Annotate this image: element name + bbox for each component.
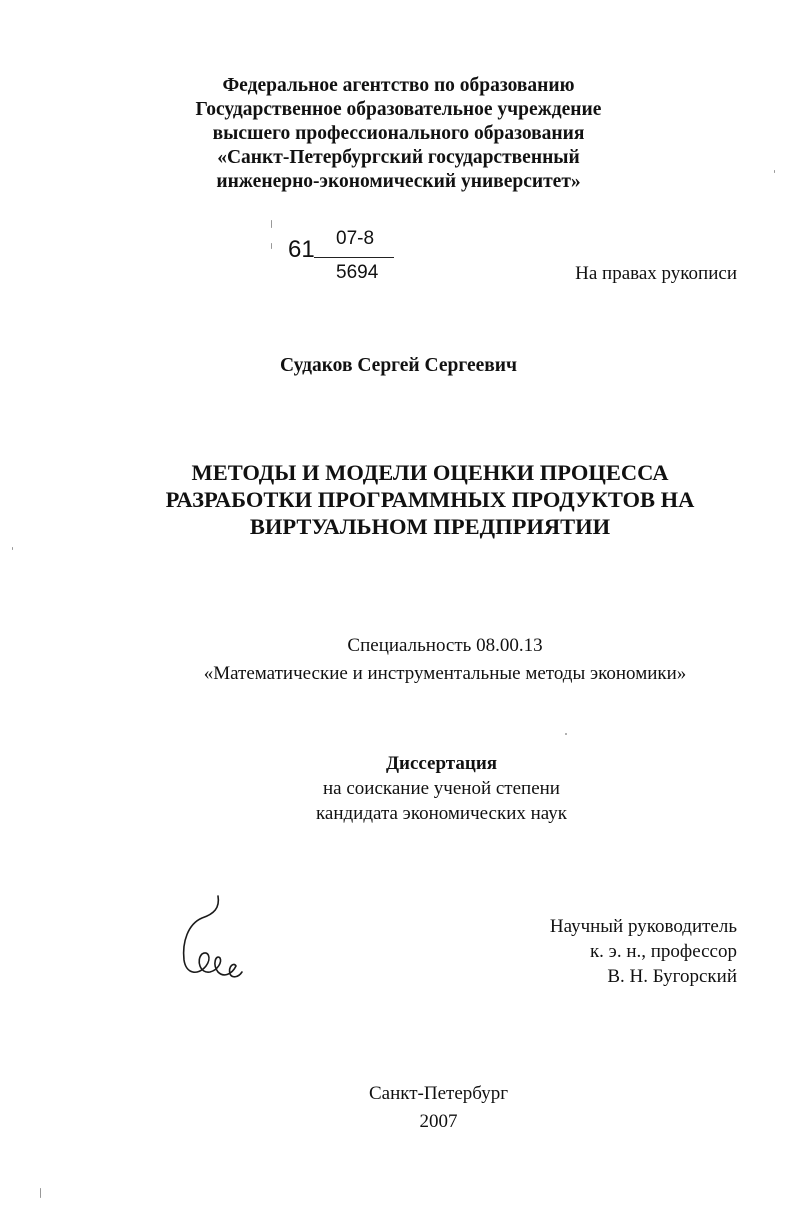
scan-mark: [40, 1188, 41, 1198]
advisor-degree: к. э. н., профессор: [589, 941, 737, 962]
organization-line: Государственное образовательное учреждение: [195, 99, 602, 120]
specialty-block: [0, 632, 797, 688]
advisor-name: В. Н. Бугорский: [607, 966, 737, 987]
publication-city: Санкт-Петербург: [368, 1083, 508, 1104]
rights-note: На правах рукописи: [575, 263, 737, 284]
catalog-code-number: 61: [288, 236, 315, 263]
signature-icon: [178, 890, 248, 990]
dissertation-degree-line: кандидата экономических наук: [315, 803, 568, 824]
scan-mark: [271, 243, 272, 249]
specialty-code: Специальность 08.00.13: [347, 635, 543, 656]
dissertation-degree-line: на соискание ученой степени: [323, 778, 560, 799]
catalog-code-numerator: 07-8: [336, 228, 375, 249]
advisor-block: [550, 914, 737, 989]
organization-line: инженерно-экономический университет»: [216, 171, 581, 192]
scan-mark: [12, 547, 13, 550]
catalog-code-fraction-line: [314, 257, 394, 258]
advisor-role: Научный руководитель: [549, 916, 737, 937]
dissertation-title: [130, 459, 730, 540]
dissertation-heading: Диссертация: [385, 753, 498, 774]
organization-line: Федеральное агентство по образованию: [222, 75, 575, 96]
title-line: МЕТОДЫ И МОДЕЛИ ОЦЕНКИ ПРОЦЕССА: [191, 460, 669, 485]
dissertation-block: [0, 751, 797, 826]
title-line: РАЗРАБОТКИ ПРОГРАММНЫХ ПРОДУКТОВ НА: [165, 487, 695, 512]
specialty-name: «Математические и инструментальные методы экономики»: [203, 663, 687, 684]
publication-footer: [0, 1080, 797, 1136]
title-line: ВИРТУАЛЬНОМ ПРЕДПРИЯТИИ: [249, 514, 611, 539]
organization-block: [0, 74, 797, 194]
scan-mark: [774, 170, 775, 173]
scan-mark: [271, 220, 272, 228]
publication-year: 2007: [419, 1111, 458, 1132]
scan-mark: [565, 733, 567, 735]
organization-line: высшего профессионального образования: [212, 123, 585, 144]
organization-line: «Санкт-Петербургский государственный: [217, 147, 580, 168]
catalog-code-denominator: 5694: [336, 262, 379, 283]
author-name: Судаков Сергей Сергеевич: [279, 355, 518, 376]
